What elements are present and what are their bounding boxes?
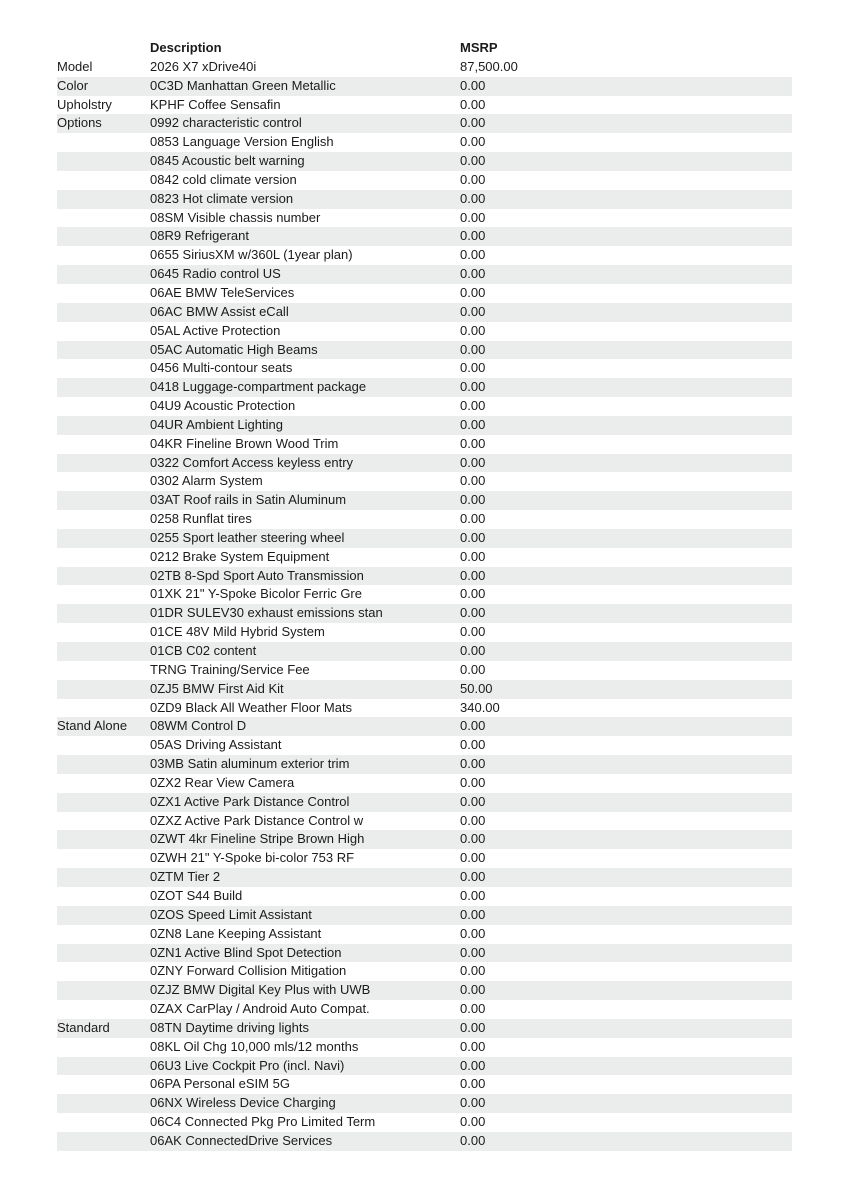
category-cell	[57, 152, 150, 171]
spacer-cell	[608, 341, 792, 360]
description-cell: 0ZN8 Lane Keeping Assistant	[150, 925, 322, 941]
description-cell: 0ZWH 21" Y-Spoke bi-color 753 RF	[150, 850, 355, 866]
description-cell: TRNG Training/Service Fee	[150, 661, 310, 677]
spacer-cell	[608, 585, 792, 604]
category-cell	[57, 416, 150, 435]
description-cell: 01CB C02 content	[150, 643, 257, 658]
category-cell	[57, 774, 150, 793]
description-cell: 0ZJ5 BMW First Aid Kit	[150, 680, 284, 696]
category-cell	[57, 548, 150, 567]
category-cell	[57, 887, 150, 906]
category-cell: Upholstry	[57, 96, 112, 112]
spacer-cell	[608, 623, 792, 642]
msrp-cell: 0.00	[460, 134, 486, 150]
description-cell: 0ZOT S44 Build	[150, 887, 243, 903]
spacer-cell	[608, 1057, 792, 1076]
spacer-cell	[608, 604, 792, 623]
category-cell	[57, 397, 150, 416]
table-row	[57, 1113, 792, 1132]
msrp-cell: 0.00	[460, 529, 486, 545]
category-cell	[57, 227, 150, 246]
category-cell	[57, 604, 150, 623]
description-cell: 06PA Personal eSIM 5G	[150, 1076, 290, 1092]
table-row	[57, 585, 792, 604]
msrp-cell: 0.00	[460, 925, 486, 941]
description-cell: 0ZNY Forward Collision Mitigation	[150, 963, 347, 979]
spacer-cell	[608, 472, 792, 491]
category-cell	[57, 567, 150, 586]
description-cell: 0645 Radio control US	[150, 266, 281, 282]
description-cell: 0ZOS Speed Limit Assistant	[150, 906, 312, 922]
spacer-cell	[608, 96, 792, 115]
table-row	[57, 378, 792, 397]
table-row	[57, 152, 792, 171]
msrp-cell: 50.00	[460, 680, 493, 696]
msrp-cell: 0.00	[460, 643, 486, 658]
category-cell	[57, 1057, 150, 1076]
table-row	[57, 736, 792, 755]
msrp-cell: 0.00	[460, 869, 486, 885]
category-cell	[57, 246, 150, 265]
vehicle-pricing-table	[57, 39, 792, 1151]
category-cell	[57, 190, 150, 209]
category-cell	[57, 944, 150, 963]
spacer-cell	[608, 190, 792, 209]
table-row	[57, 454, 792, 473]
spacer-cell	[608, 849, 792, 868]
table-row	[57, 435, 792, 454]
description-cell: 06NX Wireless Device Charging	[150, 1095, 336, 1111]
msrp-cell: 0.00	[460, 398, 486, 414]
spacer-cell	[608, 114, 792, 133]
category-cell	[57, 510, 150, 529]
table-row	[57, 1019, 792, 1038]
table-row	[57, 171, 792, 190]
msrp-cell: 0.00	[460, 1132, 486, 1148]
description-cell: 01XK 21" Y-Spoke Bicolor Ferric Gre	[150, 586, 362, 602]
table-row	[57, 717, 792, 736]
category-cell	[57, 454, 150, 473]
table-row	[57, 1094, 792, 1113]
spacer-cell	[608, 246, 792, 265]
table-row	[57, 58, 792, 77]
msrp-cell: 0.00	[460, 887, 486, 903]
category-cell	[57, 133, 150, 152]
table-row	[57, 265, 792, 284]
table-row	[57, 623, 792, 642]
description-cell: 05AL Active Protection	[150, 322, 281, 338]
header-row	[57, 39, 792, 58]
table-row	[57, 774, 792, 793]
spacer-cell	[608, 661, 792, 680]
category-cell	[57, 341, 150, 360]
header-spacer	[608, 39, 792, 58]
msrp-cell: 0.00	[460, 360, 486, 376]
spacer-cell	[608, 209, 792, 228]
msrp-cell: 0.00	[460, 454, 486, 470]
category-cell	[57, 322, 150, 341]
spacer-cell	[608, 830, 792, 849]
spacer-cell	[608, 1113, 792, 1132]
msrp-cell: 0.00	[460, 1076, 486, 1092]
description-cell: 01DR SULEV30 exhaust emissions stan	[150, 605, 383, 621]
table-row	[57, 96, 792, 115]
msrp-cell: 0.00	[460, 963, 486, 979]
msrp-cell: 0.00	[460, 1001, 486, 1017]
spacer-cell	[608, 491, 792, 510]
table-row	[57, 227, 792, 246]
table-row	[57, 962, 792, 981]
spacer-cell	[608, 322, 792, 341]
table-row	[57, 868, 792, 887]
category-cell	[57, 303, 150, 322]
spacer-cell	[608, 755, 792, 774]
table-row	[57, 416, 792, 435]
msrp-cell: 0.00	[460, 341, 486, 357]
table-row	[57, 397, 792, 416]
spacer-cell	[608, 1019, 792, 1038]
msrp-cell: 0.00	[460, 906, 486, 922]
description-cell: 08R9 Refrigerant	[150, 228, 249, 244]
description-cell: 05AC Automatic High Beams	[150, 341, 318, 357]
description-cell: 2026 X7 xDrive40i	[150, 58, 257, 74]
msrp-cell: 0.00	[460, 737, 486, 753]
description-cell: 0655 SiriusXM w/360L (1year plan)	[150, 247, 353, 263]
spacer-cell	[608, 58, 792, 77]
category-cell	[57, 359, 150, 378]
description-cell: 06AK ConnectedDrive Services	[150, 1132, 333, 1148]
table-row	[57, 548, 792, 567]
msrp-cell: 0.00	[460, 247, 486, 263]
table-row	[57, 906, 792, 925]
category-cell	[57, 209, 150, 228]
table-row	[57, 510, 792, 529]
description-cell: KPHF Coffee Sensafin	[150, 96, 281, 112]
table-row	[57, 925, 792, 944]
description-cell: 06C4 Connected Pkg Pro Limited Term	[150, 1114, 376, 1130]
table-row	[57, 303, 792, 322]
description-cell: 0ZX1 Active Park Distance Control	[150, 793, 350, 809]
category-cell	[57, 699, 150, 718]
category-cell	[57, 680, 150, 699]
table-row	[57, 472, 792, 491]
spacer-cell	[608, 868, 792, 887]
spacer-cell	[608, 265, 792, 284]
table-row	[57, 1132, 792, 1151]
msrp-cell: 0.00	[460, 1057, 486, 1073]
description-cell: 0ZTM Tier 2	[150, 869, 221, 885]
description-cell: 0ZAX CarPlay / Android Auto Compat.	[150, 1001, 370, 1017]
description-cell: 0C3D Manhattan Green Metallic	[150, 77, 336, 93]
table-body	[57, 58, 792, 1151]
category-cell	[57, 1038, 150, 1057]
msrp-cell: 0.00	[460, 567, 486, 583]
description-cell: 0322 Comfort Access keyless entry	[150, 454, 354, 470]
table-row	[57, 887, 792, 906]
msrp-cell: 0.00	[460, 850, 486, 866]
category-cell	[57, 906, 150, 925]
spacer-cell	[608, 1132, 792, 1151]
table-row	[57, 322, 792, 341]
header-description: Description	[150, 40, 222, 55]
msrp-cell: 0.00	[460, 586, 486, 602]
spacer-cell	[608, 152, 792, 171]
spacer-cell	[608, 1000, 792, 1019]
description-cell: 0842 cold climate version	[150, 171, 297, 187]
description-cell: 03AT Roof rails in Satin Aluminum	[150, 492, 347, 508]
description-cell: 0992 characteristic control	[150, 115, 302, 131]
spacer-cell	[608, 1038, 792, 1057]
description-cell: 04UR Ambient Lighting	[150, 416, 283, 432]
category-cell	[57, 1113, 150, 1132]
category-cell	[57, 1075, 150, 1094]
category-cell	[57, 171, 150, 190]
category-cell	[57, 435, 150, 454]
msrp-cell: 0.00	[460, 492, 486, 508]
category-cell	[57, 661, 150, 680]
description-cell: 08KL Oil Chg 10,000 mls/12 months	[150, 1038, 359, 1054]
category-cell: Stand Alone	[57, 718, 128, 734]
spacer-cell	[608, 548, 792, 567]
category-cell: Standard	[57, 1019, 110, 1035]
msrp-cell: 0.00	[460, 153, 486, 169]
table-row	[57, 812, 792, 831]
msrp-cell: 0.00	[460, 548, 486, 564]
spacer-cell	[608, 133, 792, 152]
spacer-cell	[608, 378, 792, 397]
category-cell	[57, 529, 150, 548]
category-cell	[57, 585, 150, 604]
msrp-cell: 0.00	[460, 774, 486, 790]
category-cell	[57, 378, 150, 397]
spacer-cell	[608, 812, 792, 831]
spacer-cell	[608, 171, 792, 190]
category-cell	[57, 755, 150, 774]
description-cell: 0ZXZ Active Park Distance Control w	[150, 812, 364, 828]
table-row	[57, 642, 792, 661]
category-cell	[57, 623, 150, 642]
msrp-cell: 0.00	[460, 115, 486, 131]
header-category	[57, 39, 150, 58]
table-row	[57, 793, 792, 812]
category-cell	[57, 265, 150, 284]
table-header	[57, 39, 792, 58]
spacer-cell	[608, 77, 792, 96]
msrp-cell: 0.00	[460, 379, 486, 395]
msrp-cell: 0.00	[460, 171, 486, 187]
description-cell: 06AE BMW TeleServices	[150, 284, 295, 300]
description-cell: 0258 Runflat tires	[150, 511, 252, 527]
category-cell	[57, 849, 150, 868]
msrp-cell: 0.00	[460, 1095, 486, 1111]
spacer-cell	[608, 510, 792, 529]
msrp-cell: 0.00	[460, 982, 486, 998]
description-cell: 04KR Fineline Brown Wood Trim	[150, 435, 339, 451]
spacer-cell	[608, 906, 792, 925]
description-cell: 0255 Sport leather steering wheel	[150, 529, 345, 545]
msrp-cell: 0.00	[460, 473, 486, 489]
description-cell: 0418 Luggage-compartment package	[150, 379, 367, 395]
spacer-cell	[608, 774, 792, 793]
msrp-cell: 0.00	[460, 77, 486, 93]
table-row	[57, 77, 792, 96]
category-cell	[57, 812, 150, 831]
spacer-cell	[608, 887, 792, 906]
spacer-cell	[608, 1075, 792, 1094]
msrp-cell: 0.00	[460, 605, 486, 621]
category-cell	[57, 1132, 150, 1151]
msrp-cell: 0.00	[460, 661, 486, 677]
category-cell: Options	[57, 115, 102, 131]
msrp-cell: 0.00	[460, 1114, 486, 1130]
msrp-cell: 0.00	[460, 435, 486, 451]
msrp-cell: 0.00	[460, 511, 486, 527]
description-cell: 0ZX2 Rear View Camera	[150, 774, 295, 790]
msrp-cell: 0.00	[460, 1038, 486, 1054]
spacer-cell	[608, 793, 792, 812]
msrp-cell: 0.00	[460, 756, 486, 772]
description-cell: 0456 Multi-contour seats	[150, 360, 293, 376]
spacer-cell	[608, 680, 792, 699]
table-row	[57, 944, 792, 963]
msrp-cell: 0.00	[460, 944, 486, 960]
category-cell	[57, 830, 150, 849]
spacer-cell	[608, 567, 792, 586]
msrp-cell: 0.00	[460, 793, 486, 809]
spacer-cell	[608, 642, 792, 661]
table-row	[57, 661, 792, 680]
table-row	[57, 529, 792, 548]
table-row	[57, 1075, 792, 1094]
description-cell: 06AC BMW Assist eCall	[150, 303, 289, 319]
table-row	[57, 1038, 792, 1057]
table-row	[57, 491, 792, 510]
description-cell: 0302 Alarm System	[150, 473, 263, 489]
table-row	[57, 981, 792, 1000]
msrp-cell: 0.00	[460, 322, 486, 338]
description-cell: 0ZWT 4kr Fineline Stripe Brown High	[150, 831, 365, 847]
header-msrp: MSRP	[460, 40, 498, 55]
spacer-cell	[608, 454, 792, 473]
msrp-cell: 340.00	[460, 699, 500, 715]
category-cell	[57, 981, 150, 1000]
spacer-cell	[608, 359, 792, 378]
msrp-cell: 0.00	[460, 303, 486, 319]
msrp-cell: 0.00	[460, 624, 486, 640]
msrp-cell: 0.00	[460, 284, 486, 300]
spacer-cell	[608, 416, 792, 435]
spacer-cell	[608, 227, 792, 246]
table-row	[57, 830, 792, 849]
table-row	[57, 567, 792, 586]
description-cell: 03MB Satin aluminum exterior trim	[150, 756, 350, 772]
table-row	[57, 190, 792, 209]
description-cell: 02TB 8-Spd Sport Auto Transmission	[150, 567, 364, 583]
msrp-cell: 0.00	[460, 228, 486, 244]
table-row	[57, 849, 792, 868]
msrp-cell: 0.00	[460, 1019, 486, 1035]
category-cell	[57, 642, 150, 661]
spacer-cell	[608, 736, 792, 755]
table-row	[57, 699, 792, 718]
category-cell	[57, 868, 150, 887]
msrp-cell: 0.00	[460, 718, 486, 734]
category-cell	[57, 491, 150, 510]
category-cell	[57, 736, 150, 755]
spacer-cell	[608, 717, 792, 736]
category-cell: Model	[57, 58, 93, 74]
msrp-cell: 0.00	[460, 209, 486, 225]
spacer-cell	[608, 1094, 792, 1113]
msrp-cell: 0.00	[460, 812, 486, 828]
table-row	[57, 246, 792, 265]
description-cell: 04U9 Acoustic Protection	[150, 398, 296, 414]
category-cell	[57, 284, 150, 303]
description-cell: 08TN Daytime driving lights	[150, 1019, 309, 1035]
table-row	[57, 359, 792, 378]
category-cell	[57, 925, 150, 944]
spacer-cell	[608, 303, 792, 322]
msrp-cell: 0.00	[460, 266, 486, 282]
table-row	[57, 284, 792, 303]
description-cell: 06U3 Live Cockpit Pro (incl. Navi)	[150, 1057, 345, 1073]
table-row	[57, 114, 792, 133]
table-row	[57, 133, 792, 152]
description-cell: 08SM Visible chassis number	[150, 209, 321, 225]
table-row	[57, 755, 792, 774]
category-cell	[57, 1000, 150, 1019]
table-row	[57, 1000, 792, 1019]
spacer-cell	[608, 529, 792, 548]
description-cell: 0ZN1 Active Blind Spot Detection	[150, 944, 342, 960]
spacer-cell	[608, 284, 792, 303]
category-cell: Color	[57, 77, 89, 93]
description-cell: 0212 Brake System Equipment	[150, 548, 330, 564]
spacer-cell	[608, 435, 792, 454]
category-cell	[57, 793, 150, 812]
description-cell: 0853 Language Version English	[150, 134, 334, 150]
msrp-cell: 0.00	[460, 190, 486, 206]
description-cell: 05AS Driving Assistant	[150, 737, 282, 753]
msrp-cell: 87,500.00	[460, 58, 518, 74]
category-cell	[57, 1094, 150, 1113]
msrp-cell: 0.00	[460, 96, 486, 112]
spacer-cell	[608, 981, 792, 1000]
msrp-cell: 0.00	[460, 831, 486, 847]
table-row	[57, 604, 792, 623]
msrp-cell: 0.00	[460, 416, 486, 432]
description-cell: 0845 Acoustic belt warning	[150, 153, 305, 169]
category-cell	[57, 472, 150, 491]
category-cell	[57, 962, 150, 981]
spacer-cell	[608, 699, 792, 718]
description-cell: 0ZJZ BMW Digital Key Plus with UWB	[150, 982, 371, 998]
description-cell: 08WM Control D	[150, 718, 247, 734]
spacer-cell	[608, 944, 792, 963]
spacer-cell	[608, 962, 792, 981]
spacer-cell	[608, 397, 792, 416]
description-cell: 0ZD9 Black All Weather Floor Mats	[150, 699, 353, 715]
description-cell: 01CE 48V Mild Hybrid System	[150, 624, 325, 640]
table-row	[57, 209, 792, 228]
description-cell: 0823 Hot climate version	[150, 190, 294, 206]
spacer-cell	[608, 925, 792, 944]
table-row	[57, 680, 792, 699]
table-row	[57, 1057, 792, 1076]
table-row	[57, 341, 792, 360]
